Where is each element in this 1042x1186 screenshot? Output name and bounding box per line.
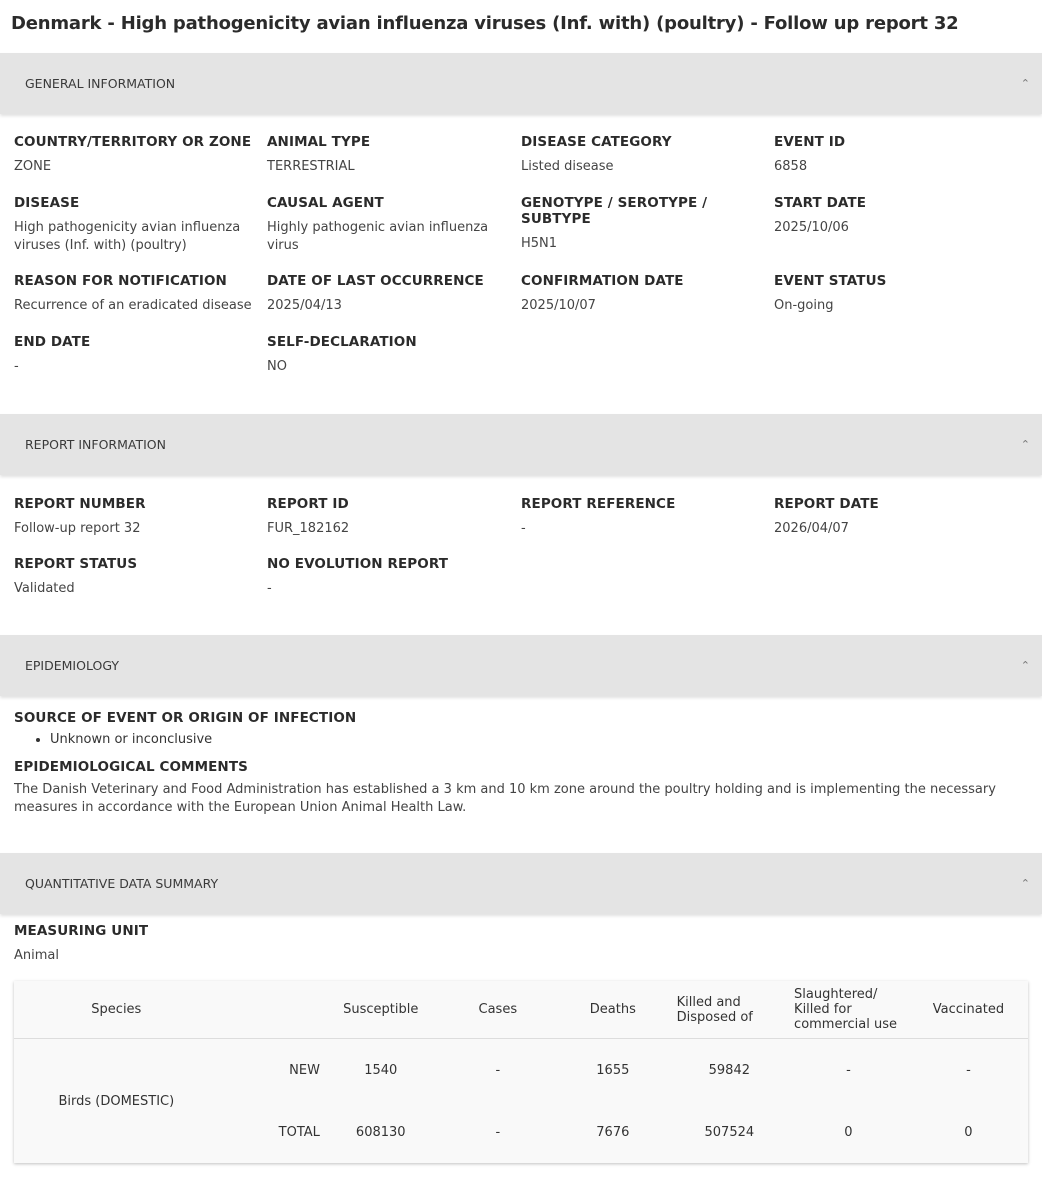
field-confirmation-date: CONFIRMATION DATE 2025/10/07 (521, 273, 684, 313)
column-header-type (219, 981, 321, 1039)
cell-vaccinated: 0 (964, 1124, 973, 1140)
field-no-evolution-report: NO EVOLUTION REPORT - (267, 556, 449, 596)
field-reason-for-notification: REASON FOR NOTIFICATION Recurrence of an eradicated disease (14, 273, 252, 313)
chevron-up-icon[interactable]: ⌃ (1020, 77, 1030, 90)
field-disease: DISEASE High pathogenicity avian influenza viruses (Inf. with) (poultry) (14, 195, 241, 253)
source-label: SOURCE OF EVENT OR ORIGIN OF INFECTION (14, 710, 357, 726)
cell-vaccinated: - (966, 1062, 971, 1078)
column-header-vaccinated: Vaccinated (909, 981, 1028, 1039)
section-header-report-information[interactable] (0, 414, 1042, 475)
section-title: EPIDEMIOLOGY (25, 658, 120, 673)
section-header-epidemiology[interactable] (0, 635, 1042, 696)
field-report-status: REPORT STATUS Validated (14, 556, 138, 596)
field-end-date: END DATE - (14, 334, 91, 374)
field-animal-type: ANIMAL TYPE TERRESTRIAL (267, 134, 371, 174)
cell-slaughtered: - (846, 1062, 851, 1078)
field-report-date: REPORT DATE 2026/04/07 (774, 496, 879, 536)
field-date-of-last-occurrence: DATE OF LAST OCCURRENCE 2025/04/13 (267, 273, 484, 313)
section-title: GENERAL INFORMATION (25, 76, 176, 91)
comments-text: The Danish Veterinary and Food Administration has established a 3 km and 10 km zone around the poultry holding and is implementing the necessary measures in accordance with the European Union Animal Health Law. (14, 782, 996, 815)
field-event-id: EVENT ID 6858 (774, 134, 846, 174)
field-country: COUNTRY/TERRITORY OR ZONE ZONE (14, 134, 252, 174)
chevron-up-icon[interactable]: ⌃ (1020, 438, 1030, 451)
cell-cases: - (495, 1062, 501, 1078)
cell-cases: - (495, 1124, 501, 1140)
field-disease-category: DISEASE CATEGORY Listed disease (521, 134, 672, 174)
cell-susceptible: 1540 (364, 1062, 398, 1078)
cell-susceptible: 608130 (355, 1124, 406, 1140)
field-report-id: REPORT ID FUR_182162 (267, 496, 350, 536)
cell-slaughtered: 0 (844, 1124, 853, 1140)
quantitative-table (14, 981, 1028, 1163)
cell-deaths: 7676 (596, 1124, 630, 1140)
comments-label: EPIDEMIOLOGICAL COMMENTS (14, 759, 248, 775)
cell-deaths: 1655 (596, 1062, 630, 1078)
chevron-up-icon[interactable]: ⌃ (1020, 659, 1030, 672)
row-type: TOTAL (278, 1124, 320, 1140)
field-report-number: REPORT NUMBER Follow-up report 32 (14, 496, 146, 536)
field-start-date: START DATE 2025/10/06 (774, 195, 867, 235)
measuring-unit: Animal (14, 948, 59, 963)
table-header-row (14, 981, 1028, 1039)
field-genotype: GENOTYPE / SEROTYPE / SUBTYPE H5N1 (521, 195, 708, 251)
list-item: • Unknown or inconclusive (50, 732, 1028, 747)
column-header-susceptible: Susceptible (321, 981, 441, 1039)
field-event-status: EVENT STATUS On-going (774, 273, 887, 313)
cell-killed-disposed: 59842 (708, 1062, 750, 1078)
source-list (14, 732, 1028, 747)
page-title: Denmark - High pathogenicity avian influenza viruses (Inf. with) (poultry) - Follow up report 32 (11, 13, 959, 34)
chevron-up-icon[interactable]: ⌃ (1020, 877, 1030, 890)
column-header-species: Species (14, 981, 219, 1039)
measuring-unit-label: MEASURING UNIT (14, 923, 149, 939)
species-cell: Birds (DOMESTIC) (58, 1093, 175, 1109)
section-title: QUANTITATIVE DATA SUMMARY (25, 876, 219, 891)
section-header-general-information[interactable] (0, 53, 1042, 114)
cell-killed-disposed: 507524 (704, 1124, 755, 1140)
field-self-declaration: SELF-DECLARATION NO (267, 334, 417, 374)
column-header-cases: Cases (441, 981, 555, 1039)
section-header-quantitative-data-summary[interactable] (0, 853, 1042, 914)
column-header-slaughtered: Slaughtered/ Killed for commercial use (788, 981, 909, 1039)
section-title: REPORT INFORMATION (25, 437, 166, 452)
field-causal-agent: CAUSAL AGENT Highly pathogenic avian influenza virus (267, 195, 489, 253)
column-header-deaths: Deaths (555, 981, 671, 1039)
column-header-killed-disposed: Killed and Disposed of (671, 981, 788, 1039)
field-report-reference: REPORT REFERENCE - (521, 496, 676, 536)
table-row (14, 1039, 1028, 1102)
row-type: NEW (289, 1062, 320, 1078)
